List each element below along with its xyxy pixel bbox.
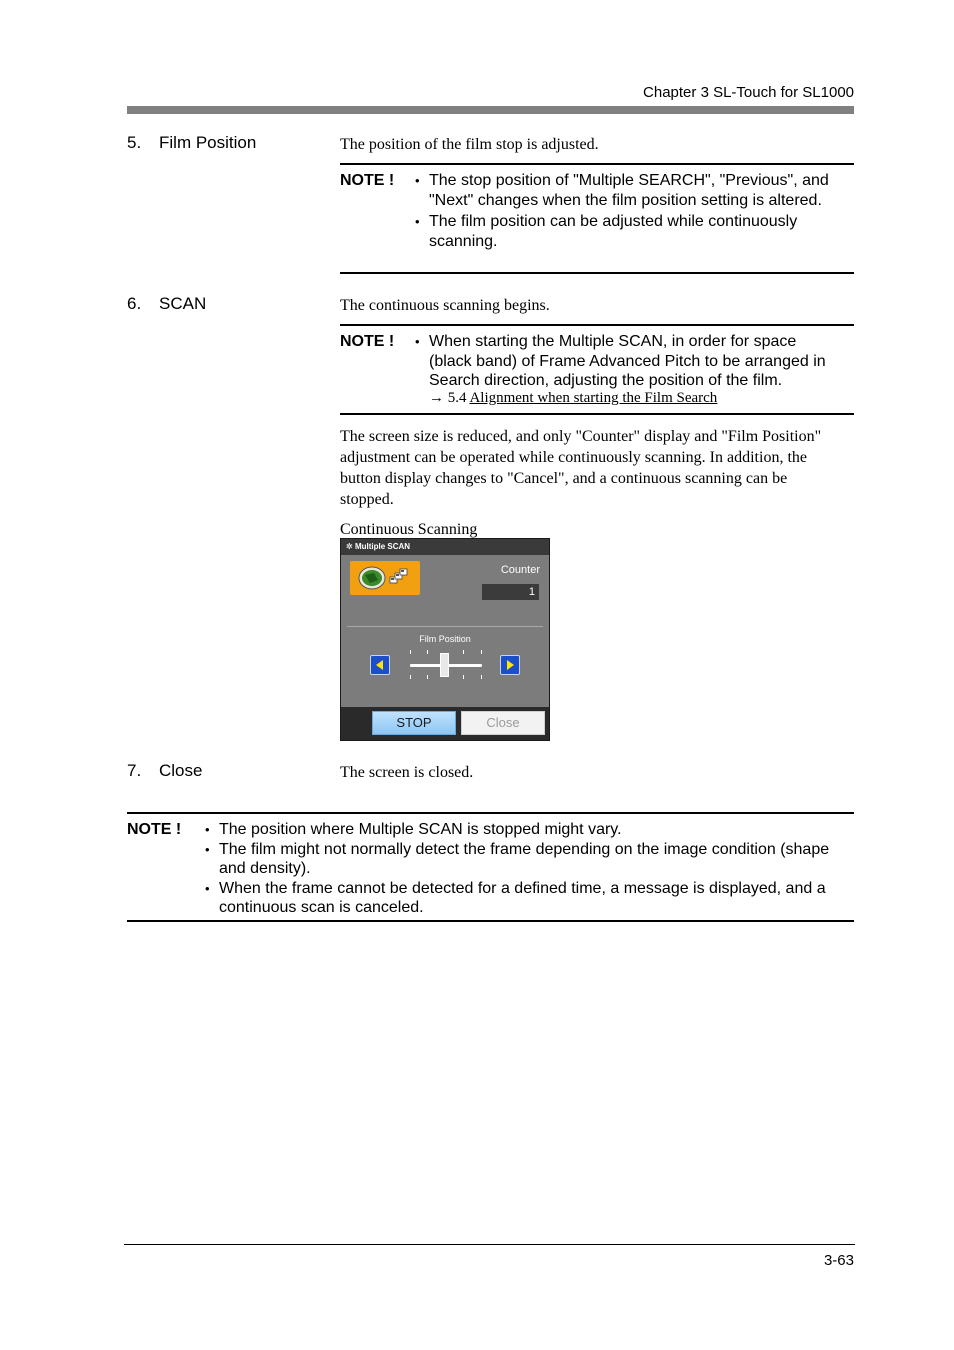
note-list (415, 171, 835, 251)
scan-paragraph: The screen size is reduced, and only "Counter" display and "Film Position" adjustment can be operated while continuously scanning. In addition, the button display changes to "Cancel", and a continuous scanning can be stopped. (340, 428, 822, 508)
app-logo-icon: ✲ (346, 542, 353, 551)
slider-tick (410, 675, 411, 679)
note-item: • When starting the Multiple SCAN, in order for space (black band) of Frame Advanced Pitch to be arranged in Search direction, adjusting the position of the film. (415, 332, 835, 391)
arrow-right-icon: → (429, 390, 444, 406)
note-box-film-position (340, 163, 854, 274)
item-number: 6. (127, 294, 142, 313)
stop-button[interactable]: STOP (372, 711, 456, 735)
item-description: The screen is closed. (340, 764, 474, 781)
item-description: The position of the film stop is adjusted. (340, 136, 599, 153)
reference-section: 5.4 (447, 390, 467, 406)
note-label: NOTE ! (127, 821, 182, 838)
item-number: 5. (127, 133, 142, 152)
note-item: • The position where Multiple SCAN is stopped might vary. (205, 820, 845, 840)
figure-caption: Continuous Scanning (340, 521, 478, 538)
slider-tick (427, 675, 428, 679)
item-number: 7. (127, 761, 142, 780)
note-list (415, 332, 835, 391)
counter-value: 1 (482, 584, 539, 600)
note-item: • The stop position of "Multiple SEARCH", "Previous", and "Next" changes when the film position setting is altered. (415, 171, 835, 210)
counter-label: Counter (500, 564, 540, 576)
header-rule (127, 106, 854, 114)
film-position-label: Film Position (419, 634, 471, 644)
note-box-final (127, 812, 854, 922)
note-box-scan (340, 324, 854, 415)
slider-tick (481, 650, 482, 654)
chapter-header: Chapter 3 SL-Touch for SL1000 (643, 84, 854, 101)
item-description: The continuous scanning begins. (340, 297, 550, 314)
slider-tick (410, 650, 411, 654)
item-scan (127, 294, 206, 314)
left-arrow-icon[interactable] (370, 655, 390, 675)
page-number: 3-63 (823, 1252, 854, 1269)
continuous-scanning-screen (340, 538, 550, 741)
item-label: Film Position (159, 133, 257, 152)
item-label: SCAN (159, 294, 207, 313)
footer-rule (124, 1244, 855, 1245)
item-close (127, 761, 202, 781)
item-film-position (127, 133, 256, 153)
note-list (205, 820, 845, 918)
slider-tick (481, 675, 482, 679)
close-button[interactable]: Close (461, 711, 545, 735)
note-item: • The film might not normally detect the frame depending on the image condition (shape and density). (205, 840, 845, 879)
note-label: NOTE ! (340, 172, 395, 189)
note-item: • When the frame cannot be detected for a defined time, a message is displayed, and a continuous scan is canceled. (205, 879, 845, 918)
window-title: Multiple SCAN (354, 542, 411, 551)
slider-tick (463, 650, 464, 654)
item-label: Close (159, 761, 203, 780)
window-titlebar (341, 539, 549, 555)
note-item: • The film position can be adjusted while continuously scanning. (415, 212, 835, 251)
cross-reference (429, 390, 717, 407)
right-arrow-icon[interactable] (500, 655, 520, 675)
slider-tick (463, 675, 464, 679)
scan-mode-icon (350, 561, 420, 595)
film-position-slider-handle[interactable] (440, 653, 449, 677)
reference-link[interactable]: Alignment when starting the Film Search (469, 390, 718, 406)
slider-tick (427, 650, 428, 654)
note-label: NOTE ! (340, 333, 395, 350)
divider (347, 626, 543, 627)
